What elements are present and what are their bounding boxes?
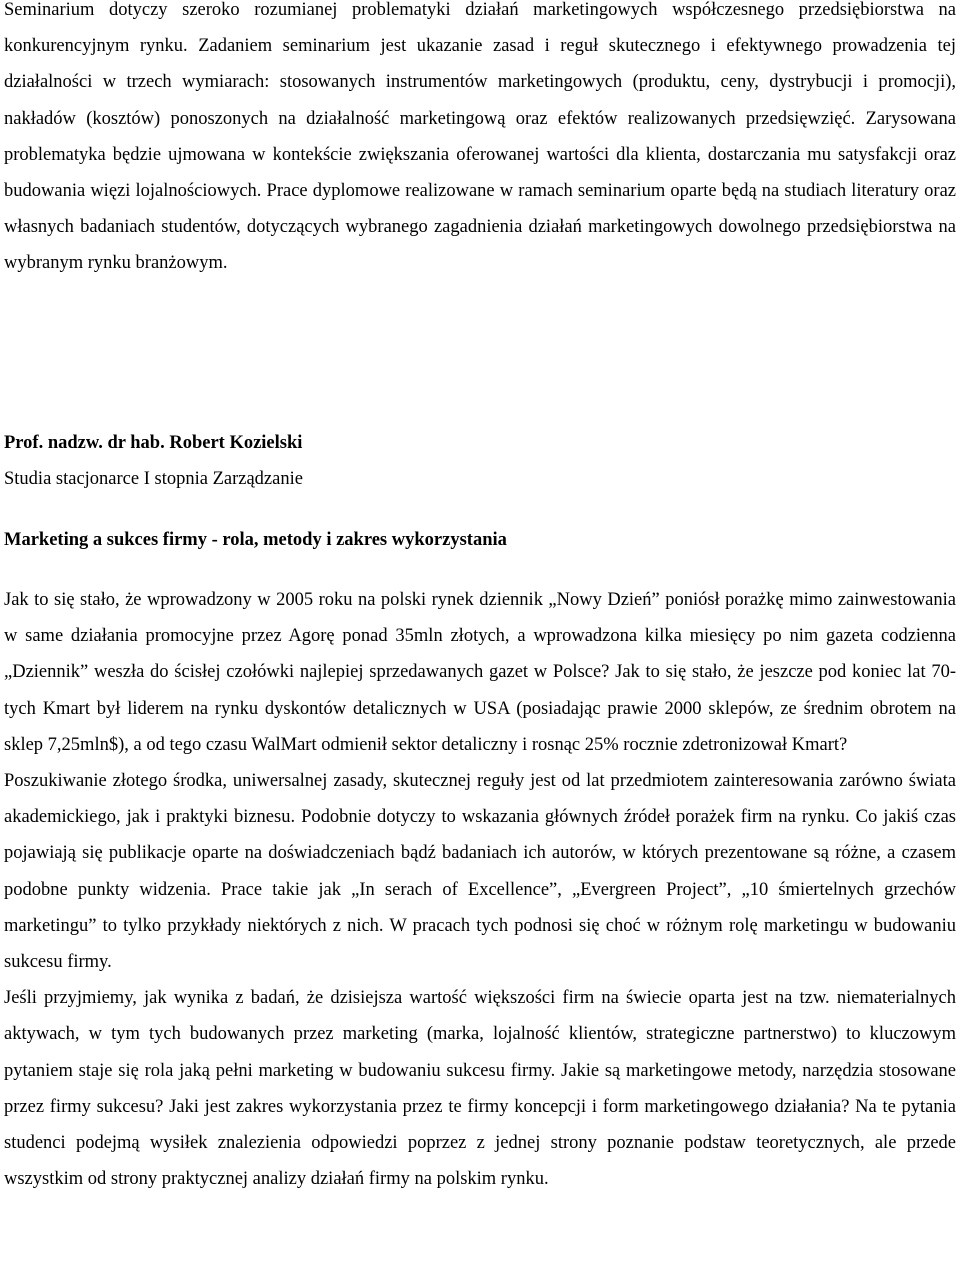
seminar-title: Marketing a sukces firmy - rola, metody i zakres wykorzystania: [4, 530, 507, 550]
seminar-description: [4, 582, 956, 1197]
body-paragraph-1: Jak to się stało, że wprowadzony w 2005 roku na polski rynek dziennik „Nowy Dzień” poniósł porażkę mimo zainwestowania w same działania promocyjne przez Agorę ponad 35mln złotych, a wprowadzona kilka miesięcy po nim gazeta codzienna „Dziennik” weszła do ścisłej czołówki najlepiej sprzedawanych gazet w Polsce? Jak to się stało, że jeszcze pod koniec lat 70-tych Kmart był liderem na rynku dyskontów detalicznych w USA (posiadając prawie 2000 sklepów, ze średnim obrotem na sklep 7,25mln$), a od tego czasu WalMart odmienił sektor detaliczny i rosnąc 25% rocznie zdetronizował Kmart?: [4, 590, 956, 755]
body-paragraph-2: Poszukiwanie złotego środka, uniwersalnej zasady, skutecznej reguły jest od lat przedmiotem zainteresowania zarówno świata akademickiego, jak i praktyki biznesu. Podobnie dotyczy to wskazania głównych źródeł porażek firm na rynku. Co jakiś czas pojawiają się publikacje oparte na doświadczeniach bądź badaniach ich autorów, w których prezentowane są różne, a czasem podobne punkty widzenia. Prace takie jak „In serach of Excellence”, „Evergreen Project”, „10 śmiertelnych grzechów marketingu” to tylko przykłady niektórych z nich. W pracach tych podnosi się choć w różnym rolę marketingu w budowaniu sukcesu firmy.: [4, 771, 956, 973]
supervisor-name: Prof. nadzw. dr hab. Robert Kozielski: [4, 433, 303, 453]
intro-paragraph: Seminarium dotyczy szeroko rozumianej problematyki działań marketingowych współczesnego przedsiębiorstwa na konkurencyjnym rynku. Zadaniem seminarium jest ukazanie zasad i reguł skutecznego i efektywnego prowadzenia tej działalności w trzech wymiarach: stosowanych instrumentów marketingowych (produktu, ceny, dystrybucji i promocji), nakładów (kosztów) ponoszonych na działalność marketingową oraz efektów realizowanych przedsięwzięć. Zarysowana problematyka będzie ujmowana w kontekście zwiększania oferowanej wartości dla klienta, dostarczania mu satysfakcji oraz budowania więzi lojalnościowych. Prace dyplomowe realizowane w ramach seminarium oparte będą na studiach literatury oraz własnych badaniach studentów, dotyczących wybranego zagadnienia działań marketingowych dowolnego przedsiębiorstwa na wybranym rynku branżowym.: [4, 0, 956, 274]
study-program: Studia stacjonarce I stopnia Zarządzanie: [4, 469, 303, 489]
body-paragraph-3: Jeśli przyjmiemy, jak wynika z badań, że dzisiejsza wartość większości firm na świecie oparta jest na tzw. niematerialnych aktywach, w tym tych budowanych przez marketing (marka, lojalność klientów, strategiczne partnerstwo) to kluczowym pytaniem staje się rola jaką pełni marketing w budowaniu sukcesu firmy. Jakie są marketingowe metody, narzędzia stosowane przez firmy sukcesu? Jaki jest zakres wykorzystania przez te firmy koncepcji i form marketingowego działania? Na te pytania studenci podejmą wysiłek znalezienia odpowiedzi poprzez z jednej strony poznanie podstaw teoretycznych, ale przede wszystkim od strony praktycznej analizy działań firmy na polskim rynku.: [4, 988, 956, 1190]
